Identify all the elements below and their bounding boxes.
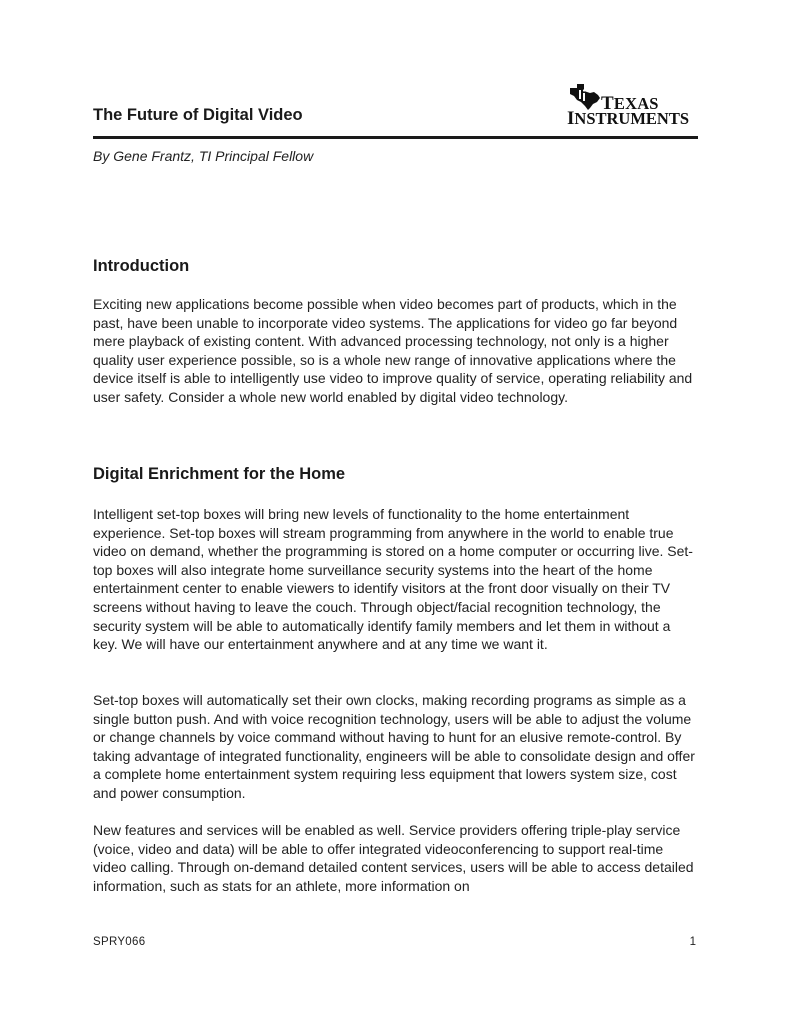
header-divider xyxy=(93,136,698,139)
logo-line-texas: TEXAS xyxy=(601,93,659,114)
paragraph-home-1: Intelligent set-top boxes will bring new levels of functionality to the home entertainment experience. Set-top boxes will stream programming from anywhere in the world to enable true video on demand, whether the programming is stored on a home computer or occurring live. Set-top boxes will also integrate home surveillance security systems into the heart of the home entertainment center to enable viewers to identify visitors at the front door visually on their TV screens without having to leave the couch. Through object/facial recognition technology, the security system will be able to automatically identify family members and let them in without a key. We will have our entertainment anywhere and at any time we want it. xyxy=(93,506,693,653)
footer-document-code: SPRY066 xyxy=(93,936,146,948)
paragraph-introduction: Exciting new applications become possible when video becomes part of products, which in the past, have been unable to incorporate video systems. The applications for video go far beyond mere playback of existing content. With advanced processing technology, not only is a higher quality user experience possible, so is a whole new range of innovative applications where the device itself is able to intelligently use video to improve quality of service, operating reliability and user safety. Consider a whole new world enabled by digital video technology. xyxy=(93,296,693,405)
texas-instruments-logo xyxy=(566,84,692,129)
section-heading-introduction: Introduction xyxy=(93,257,190,275)
author-byline: By Gene Frantz, TI Principal Fellow xyxy=(93,148,314,164)
document-title: The Future of Digital Video xyxy=(93,106,303,124)
texas-state-icon xyxy=(568,84,602,110)
paragraph-home-3: New features and services will be enabled as well. Service providers offering triple-play service (voice, video and data) will be able to offer integrated videoconferencing to support real-time video calling. Through on-demand detailed content services, users will be able to access detailed information, such as stats for an athlete, more information on xyxy=(93,822,694,894)
section-heading-digital-enrichment: Digital Enrichment for the Home xyxy=(93,465,346,483)
footer-page-number: 1 xyxy=(689,936,696,948)
paragraph-home-2: Set-top boxes will automatically set their own clocks, making recording programs as simple as a single button push. And with voice recognition technology, users will be able to adjust the volume or change channels by voice command without having to hunt for an elusive remote-control. By taking advantage of integrated functionality, engineers will be able to consolidate design and offer a complete home entertainment system requiring less equipment that lowers system size, cost and power consumption. xyxy=(93,692,695,801)
logo-line-instruments: INSTRUMENTS xyxy=(567,108,690,129)
